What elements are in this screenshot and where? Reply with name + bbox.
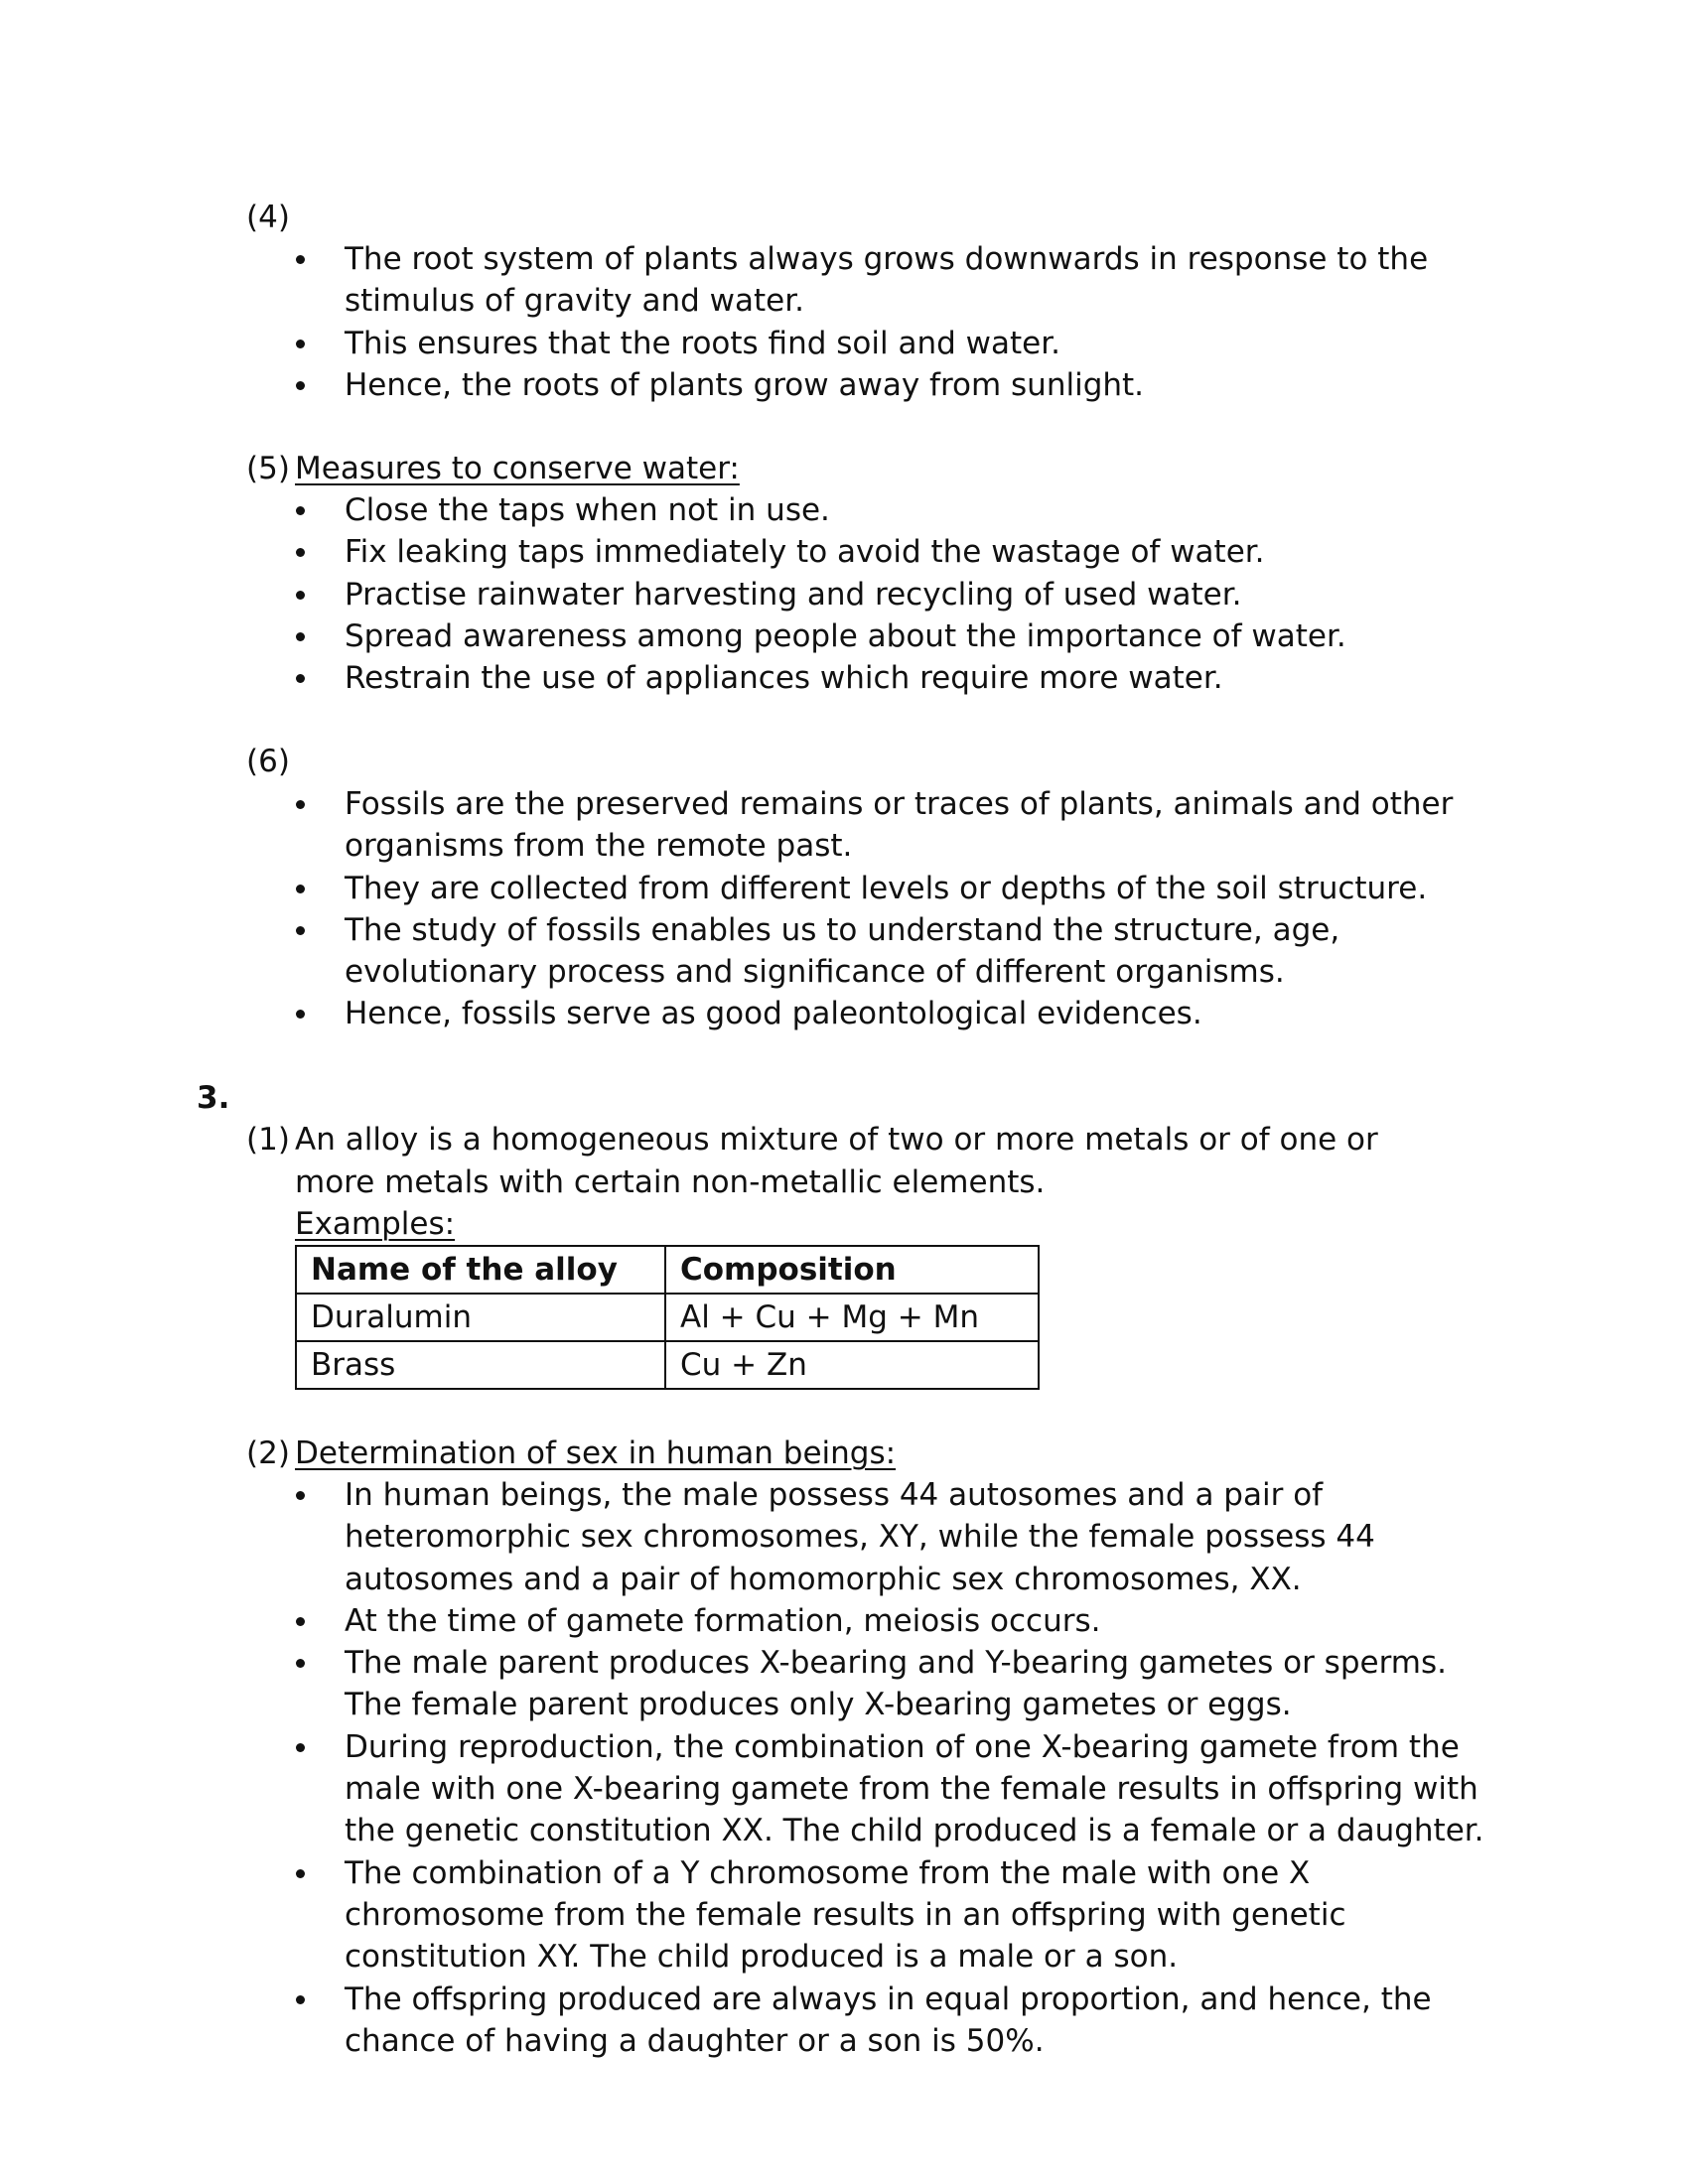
bullet-icon [296,885,305,893]
table-cell: Cu + Zn [665,1341,1039,1389]
list-item: Fossils are the preserved remains or traces of plants, animals and other organisms from the remote past. [0,783,1486,868]
table-header-row [296,1246,1039,1294]
section-3-part-2-label: (2) [246,1435,290,1471]
list-item: In human beings, the male possess 44 autosomes and a pair of heteromorphic sex chromosomes, XY, while the female possess 44 autosomes and a pair of homomorphic sex chromosomes, XX. [0,1474,1486,1600]
table-cell: Al + Cu + Mg + Mn [665,1294,1039,1341]
list-item: During reproduction, the combination of one X-bearing gamete from the male with one X-bearing gamete from the female results in offspring with the genetic constitution XX. The child produced is a female or a daughter. [0,1726,1486,1852]
list-item: The combination of a Y chromosome from the male with one X chromosome from the female results in an offspring with genetic constitution XY. The child produced is a male or a son. [0,1852,1486,1979]
bullet-icon [296,1869,305,1878]
list-item: Hence, the roots of plants grow away from sunlight. [0,364,1486,406]
bullet-icon [296,800,305,809]
bullet-icon [296,1995,305,2004]
list-item: Spread awareness among people about the importance of water. [0,615,1486,657]
bullet-icon [296,1659,305,1668]
section-3-part-1-label: (1) [246,1122,290,1158]
list-item: Close the taps when not in use. [0,489,1486,531]
bullet-icon [296,506,305,515]
table-row [296,1341,1039,1389]
bullet-icon [296,381,305,390]
bullet-icon [296,1010,305,1019]
answer-6-label: (6) [246,744,290,779]
answer-5-heading: Measures to conserve water: [295,451,740,486]
bullet-icon [296,548,305,557]
bullet-icon [296,255,305,264]
list-item: Practise rainwater harvesting and recycling of used water. [0,574,1486,615]
alloy-definition: An alloy is a homogeneous mixture of two or more metals or of one or more metals with certain non-metallic elements. [295,1122,1378,1200]
table-row [296,1294,1039,1341]
table-header-composition: Composition [665,1246,1039,1294]
answer-4-list [0,238,1688,406]
sex-determination-heading: Determination of sex in human beings: [295,1435,897,1471]
list-item: Restrain the use of appliances which require more water. [0,657,1486,699]
bullet-icon [296,1617,305,1626]
answer-5-list [0,489,1688,699]
answer-4-label: (4) [246,200,290,235]
bullet-icon [296,1743,305,1752]
section-3-number: 3. [197,1080,230,1116]
list-item: The offspring produced are always in equal proportion, and hence, the chance of having a daughter or a son is 50%. [0,1979,1486,2063]
examples-heading: Examples: [295,1206,456,1242]
list-item: The male parent produces X-bearing and Y-bearing gametes or sperms. The female parent produces only X-bearing gametes or eggs. [0,1642,1486,1726]
table-header-alloy-name: Name of the alloy [296,1246,665,1294]
alloy-table [295,1245,1040,1390]
bullet-icon [296,632,305,641]
table-cell: Brass [296,1341,665,1389]
answer-6-list [0,783,1688,1035]
bullet-icon [296,340,305,348]
bullet-icon [296,674,305,683]
list-item: Fix leaking taps immediately to avoid the wastage of water. [0,531,1486,573]
bullet-icon [296,591,305,600]
list-item: They are collected from different levels or depths of the soil structure. [0,868,1486,909]
list-item: Hence, fossils serve as good paleontological evidences. [0,993,1486,1034]
list-item: At the time of gamete formation, meiosis occurs. [0,1600,1486,1642]
bullet-icon [296,1491,305,1500]
list-item: The root system of plants always grows downwards in response to the stimulus of gravity and water. [0,238,1486,323]
list-item: The study of fossils enables us to understand the structure, age, evolutionary process and significance of different organisms. [0,909,1486,994]
answer-5-label: (5) [246,451,290,486]
bullet-icon [296,926,305,935]
sex-determination-list [0,1474,1688,2062]
list-item: This ensures that the roots find soil and water. [0,323,1486,364]
table-cell: Duralumin [296,1294,665,1341]
